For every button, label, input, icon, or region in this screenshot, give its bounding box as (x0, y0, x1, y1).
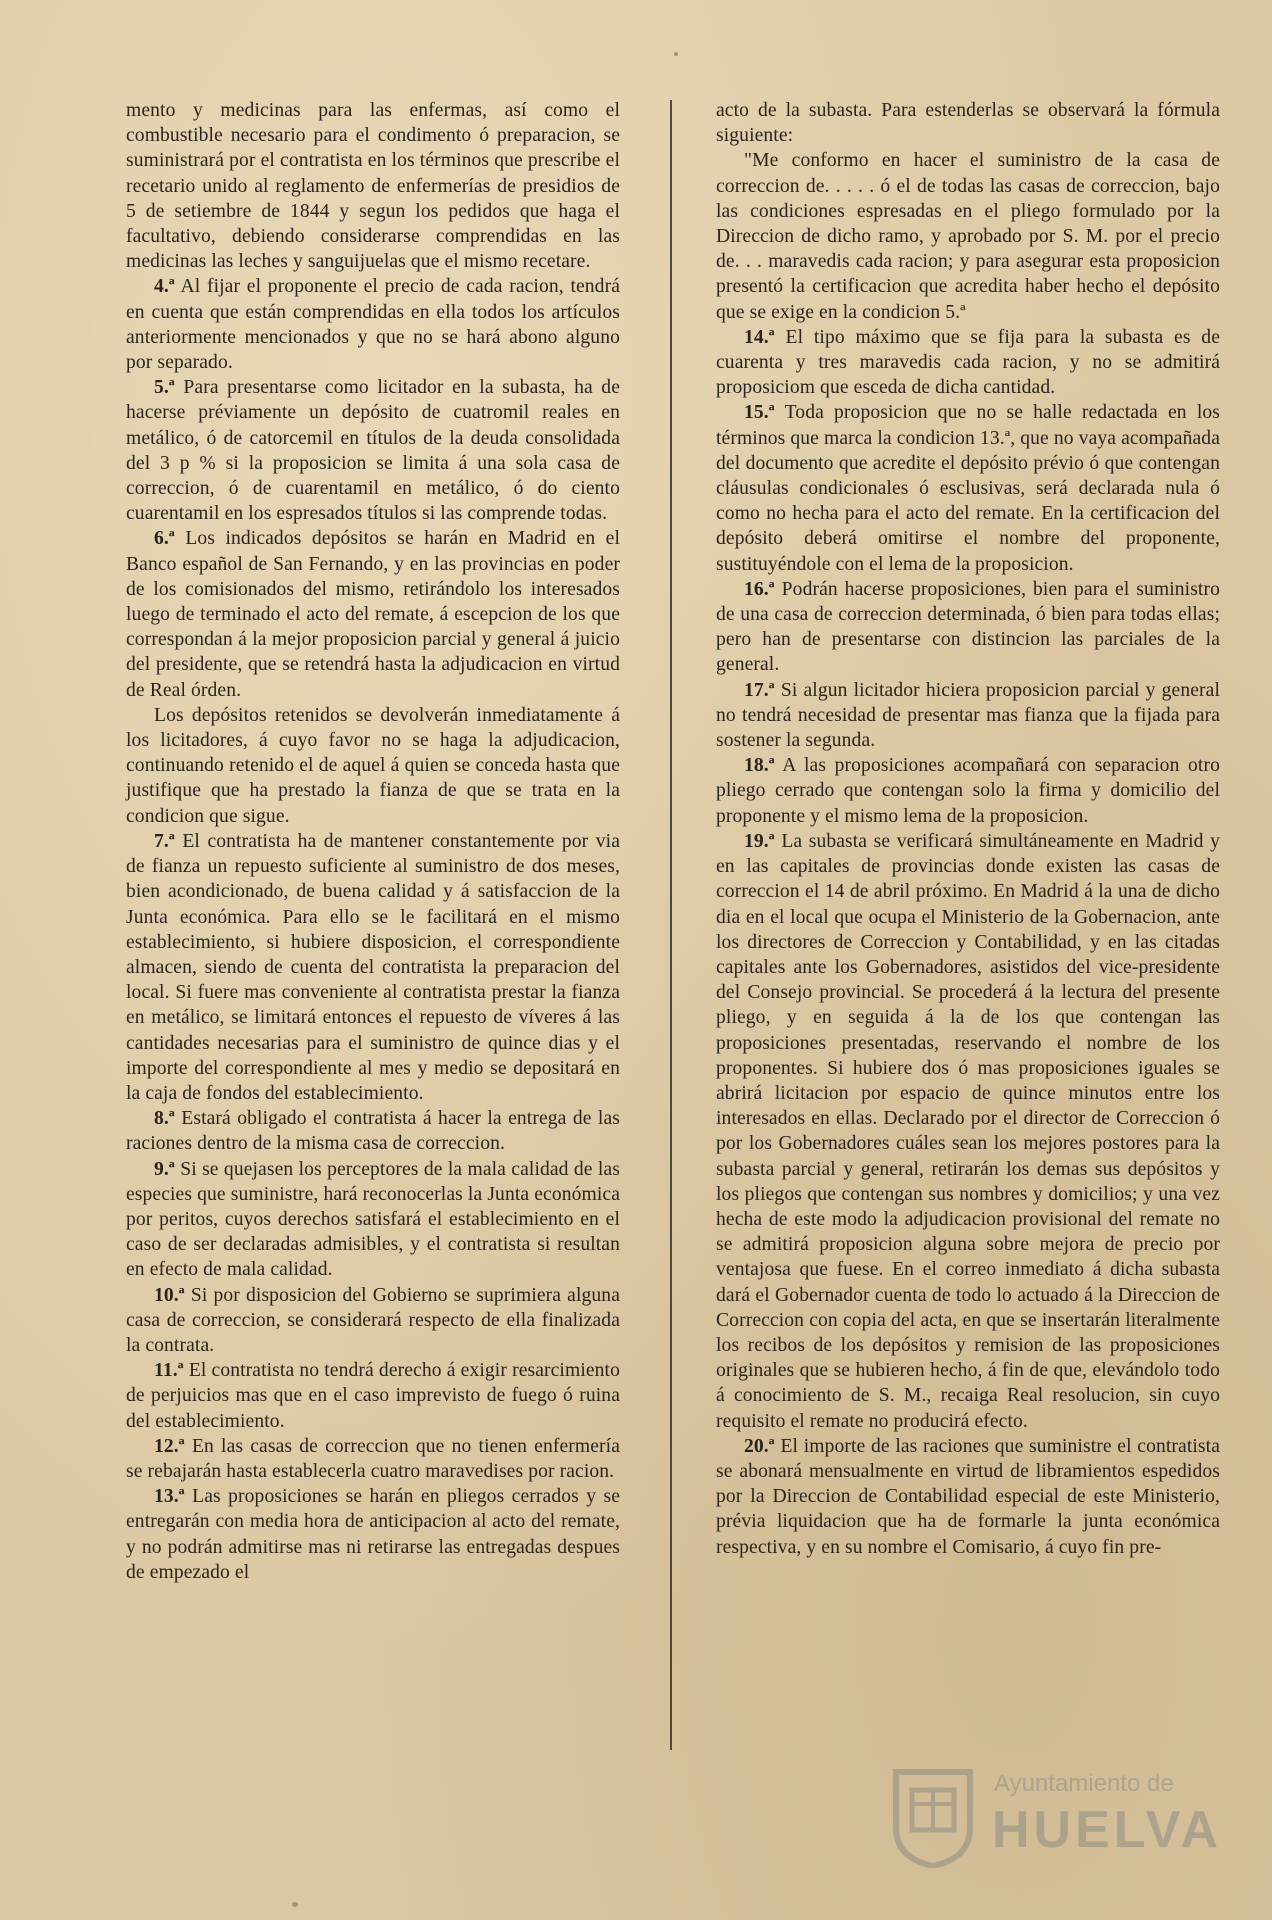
paragraph-text: Si algun licitador hiciera proposicion parcial y general no tendrá necesidad de presentar mas fianza que la fijada para sostener la segunda. (716, 679, 1220, 752)
paragraph-text: mento y medicinas para las enfermas, así como el combustible necesario para el condimento ó preparacion, se suministrará por el contratista en los términos que prescribe el recetario unido al reglamento de enfermerías de presidios de 5 de setiembre de 1844 y segun los pedidos que haga el facultativo, debiendo considerarse comprendidas en las medicinas las leches y sanguijuelas que el mismo recetare. (126, 100, 620, 273)
paragraph-text: En las casas de correccion que no tienen enfermería se rebajarán hasta establecerla cuatro maravedises por racion. (126, 1435, 620, 1482)
city-crest-icon (890, 1768, 976, 1868)
condition-number: 4.ª (154, 276, 175, 298)
condition-number: 17.ª (744, 679, 775, 701)
condition-number: 16.ª (744, 578, 775, 600)
condition-number: 7.ª (154, 830, 175, 852)
paragraph (716, 400, 1220, 576)
column-divider (670, 100, 672, 1750)
condition-number: 9.ª (154, 1158, 175, 1180)
paragraph (126, 1157, 620, 1283)
paragraph-text: Para presentarse como licitador en la subasta, ha de hacerse préviamente un depósito de cuatromil reales en metálico, ó de catorcemil en títulos de la deuda consolidada del 3 p % si la proposicion se limita á una sola casa de correccion, ó de cuarentamil en metálico, ó do ciento cuarentamil en los espresados títulos si las comprende todas. (126, 377, 620, 525)
paragraph-text: El tipo máximo que se fija para la subasta es de cuarenta y tres maravedis cada racion, y no se admitirá proposiciom que esceda de dicha cantidad. (716, 326, 1220, 399)
condition-number: 20.ª (744, 1435, 775, 1457)
watermark-title: HUELVA (992, 1801, 1223, 1859)
condition-number: 14.ª (744, 326, 775, 348)
paragraph (716, 829, 1220, 1434)
paragraph-text: "Me conformo en hacer el suministro de la casa de correccion de. . . . . ó el de todas las casas de correccion, bajo las condiciones espresadas en el pliego formulado por la Direccion de dicho ramo, y aprobado por S. M. por el precio de. . . maravedis cada racion; y para asegurar esta proposicion presentó la certificacion que acredita haber hecho el depósito que se exige en la condicion 5.ª (716, 150, 1220, 323)
paragraph-text: La subasta se verificará simultáneamente en Madrid y en las capitales de provincias donde existen las casas de correccion el 14 de abril próximo. En Madrid á la una de dicho dia en el local que ocupa el Ministerio de la Gobernacion, ante los directores de Correccion y Contabilidad, y en las citadas capitales ante los Gobernadores, asistidos del vice-presidente del Consejo provincial. Se procederá á la lectura del presente pliego, y en seguida á la de los que contengan las proposiciones presentadas, reservando el nombre de los proponentes. Si hubiere dos ó mas proposiciones iguales se abrirá licitacion por espacio de quince minutos entre los interesados en ellas. Declarado por el director de Correccion ó por los Gobernadores cuáles sean los mejores postores para la subasta parcial y general, retirarán los demas sus depósitos y los pliegos que contengan sus nombres y domicilios; y una vez hecha de este modo la adjudicacion provisional del remate no se admitirá proposicion alguna sobre mejora de precio por ventajosa que fuese. En el correo inmediato á dicha subasta dará el Gobernador cuenta de todo lo actuado á la Direccion de Correccion con copia del acta, en que se insertarán literalmente los recibos de los depósitos y remision de las proposiciones originales que se hubieren hecho, á fin de que, elevándolo todo á conocimiento de S. M., recaiga Real resolucion, sin cuyo requisito el remate no producirá efecto. (716, 830, 1221, 1432)
paragraph-text: Las proposiciones se harán en pliegos cerrados y se entregarán con media hora de anticipacion al acto del remate, y no podrán admitirse mas ni retirarse las entregadas despues de empezado el (126, 1486, 621, 1583)
paragraph-text: Si se quejasen los perceptores de la mala calidad de las especies que suministre, hará reconocerlas la Junta económica por peritos, cuyos derechos satisfará el establecimiento en el caso de ser declaradas admisibles, y el contratista si resultan en efecto de mala calidad. (126, 1158, 620, 1281)
paragraph (126, 1358, 620, 1434)
paragraph-text: Si por disposicion del Gobierno se suprimiera alguna casa de correccion, se considerará respecto de ella finalizada la contrata. (126, 1284, 620, 1356)
paragraph (716, 1434, 1220, 1560)
paragraph-text: El contratista ha de mantener constantemente por via de fianza un repuesto suficiente al suministro de dos meses, bien acondicionado, de buena calidad y á satisfaccion de la Junta económica. Para ello se le facilitará en el mismo establecimiento, si hubiere disposicion, el correspondiente almacen, siendo de cuenta del contratista la preparacion del local. Si fuere mas conveniente al contratista prestar la fianza en metálico, se limitará entonces el repuesto de víveres á las cantidades necesarias para el suministro de quince dias y el importe del correspondiente al mes y medio se depositará en la caja de fondos del establecimiento. (126, 830, 620, 1104)
paragraph-text: Los depósitos retenidos se devolverán inmediatamente á los licitadores, á cuyo favor no se haga la adjudicacion, continuando retenido el de aquel á quien se conceda hasta que justifique que ha prestado la fianza de que se trata en la condicion que sigue. (126, 704, 620, 827)
paragraph (126, 829, 620, 1106)
condition-number: 15.ª (744, 402, 775, 424)
paragraph (716, 577, 1220, 678)
paragraph-text: El contratista no tendrá derecho á exigir resarcimiento de perjuicios mas que en el caso imprevisto de fuego ó ruina del establecimiento. (126, 1360, 620, 1432)
paper-speck (674, 52, 678, 56)
paragraph-text: acto de la subasta. Para estenderlas se observará la fórmula siguiente: (716, 100, 1220, 147)
paragraph (126, 1283, 620, 1359)
watermark-subtitle: Ayuntamiento de (994, 1770, 1174, 1797)
paragraph-text: Toda proposicion que no se halle redactada en los términos que marca la condicion 13.ª, que no vaya acompañada del documento que acredite el depósito prévio ó que contengan cláusulas condicionales ó esclusivas, será declarada nula ó como no hecha para el acto del remate. En la certificacion del depósito deberá omitirse el nombre del proponente, sustituyéndole con el lema de la proposicion. (716, 402, 1220, 575)
paragraph-text: A las proposiciones acompañará con separacion otro pliego cerrado que contengan solo la firma y domicilio del proponente y el mismo lema de la proposicion. (716, 755, 1220, 827)
paragraph (126, 274, 620, 375)
condition-number: 18.ª (744, 755, 775, 777)
condition-number: 10.ª (154, 1284, 185, 1306)
paragraph-text: Estará obligado el contratista á hacer la entrega de las raciones dentro de la misma casa de correccion. (126, 1108, 621, 1155)
paragraph (126, 375, 620, 526)
paragraph-text: El importe de las raciones que suministre el contratista se abonará mensualmente en virtud de libramientos espedidos por la Direccion de Contabilidad especial de este Ministerio, prévia liquidacion que ha de formarle la junta económica respectiva, y en su nombre el Comisario, á cuyo fin pre- (716, 1435, 1221, 1558)
paper-speck (292, 1902, 298, 1907)
condition-number: 5.ª (154, 377, 175, 399)
paragraph-text: Al fijar el proponente el precio de cada racion, tendrá en cuenta que están comprendidas en ella todos los artículos anteriormente mencionados y que no se hará abono alguno por separado. (126, 276, 620, 374)
paragraph (716, 325, 1220, 401)
condition-number: 8.ª (154, 1108, 175, 1130)
condition-number: 11.ª (154, 1360, 184, 1382)
condition-number: 12.ª (154, 1435, 185, 1457)
paragraph (126, 703, 620, 829)
condition-number: 13.ª (154, 1486, 185, 1508)
paragraph (716, 753, 1220, 829)
right-column (716, 98, 1220, 1560)
paragraph (126, 1106, 620, 1156)
paragraph (126, 1484, 620, 1585)
paragraph (716, 98, 1220, 148)
paragraph-text: Los indicados depósitos se harán en Madrid en el Banco español de San Fernando, y en las provincias en poder de los comisionados del mismo, retirándolo los interesados luego de terminado el acto del remate, á escepcion de los que correspondan á la mejor proposicion parcial y general á juicio del presidente, que se retendrá hasta la adjudicacion en virtud de Real órden. (126, 528, 621, 701)
paragraph (126, 98, 620, 274)
paragraph (716, 678, 1220, 754)
paragraph (126, 526, 620, 702)
condition-number: 19.ª (744, 830, 775, 852)
paragraph-text: Podrán hacerse proposiciones, bien para el suministro de una casa de correccion determinada, ó bien para todas ellas; pero han de presentarse con distincion las parciales de la general. (716, 578, 1220, 676)
condition-number: 6.ª (154, 528, 175, 550)
paragraph (716, 148, 1220, 324)
paragraph (126, 1434, 620, 1484)
archive-watermark (890, 1760, 1223, 1880)
left-column (126, 98, 620, 1585)
